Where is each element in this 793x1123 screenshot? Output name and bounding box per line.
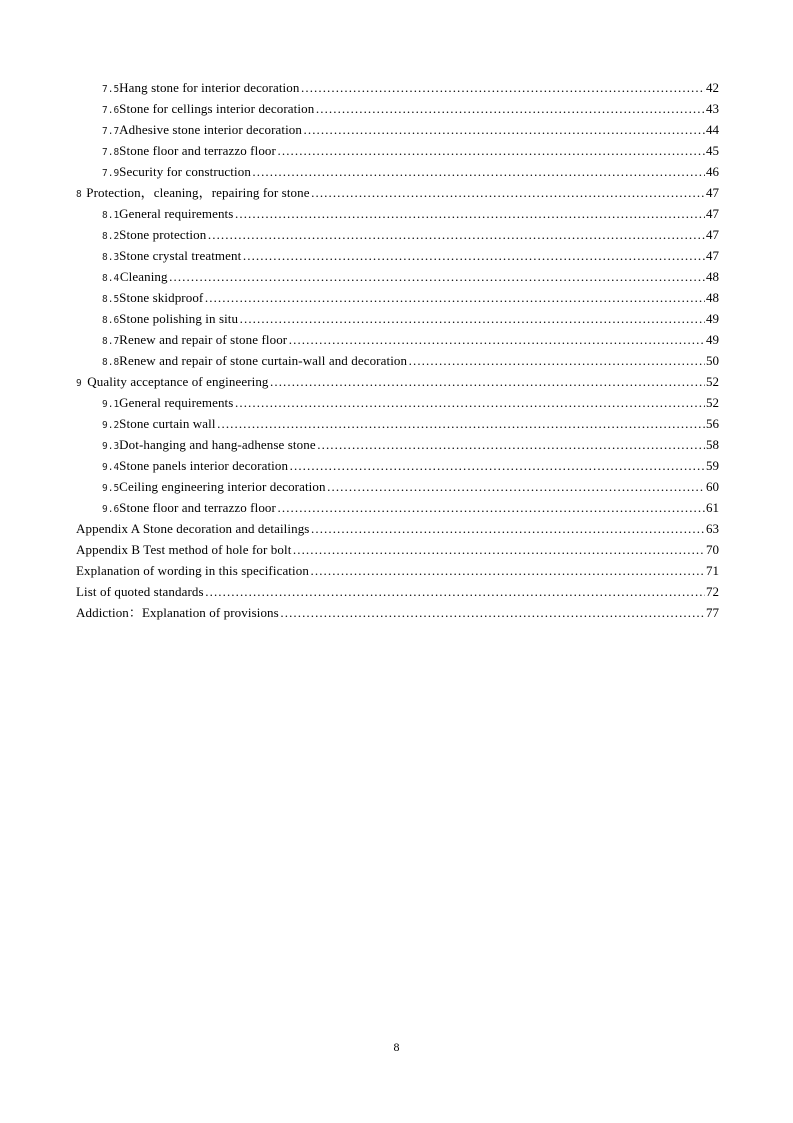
toc-entry-title: Appendix B Test method of hole for bolt	[76, 542, 292, 557]
toc-entry-number: 8.6	[102, 315, 120, 326]
toc-entry[interactable]	[76, 581, 719, 602]
toc-entry-number: 7.9	[102, 168, 120, 179]
table-of-contents	[76, 77, 719, 623]
toc-entry-page: 49	[706, 311, 719, 326]
toc-entry-page: 48	[706, 290, 719, 305]
toc-entry[interactable]	[76, 455, 719, 476]
toc-entry[interactable]	[76, 77, 719, 98]
toc-leader-dots	[252, 161, 705, 182]
toc-entry-page: 47	[706, 248, 719, 263]
toc-leader-dots	[292, 539, 705, 560]
toc-entry-page: 58	[706, 437, 719, 452]
toc-entry-page: 47	[706, 227, 719, 242]
toc-entry[interactable]	[76, 329, 719, 350]
toc-entry-page: 52	[706, 395, 719, 410]
page-number: 8	[393, 1040, 400, 1054]
toc-entry-number: 9.3	[102, 441, 120, 452]
toc-leader-dots	[327, 476, 705, 497]
toc-entry-page: 47	[706, 185, 719, 200]
toc-leader-dots	[270, 371, 705, 392]
toc-entry-title: Cleaning	[119, 269, 168, 284]
toc-entry-number: 8.5	[102, 294, 120, 305]
toc-entry-page: 46	[706, 164, 719, 179]
toc-entry-title: Appendix A Stone decoration and detailings	[76, 521, 310, 536]
toc-leader-dots	[205, 581, 705, 602]
toc-entry-title: Protection，cleaning，repairing for stone	[86, 185, 310, 200]
toc-entry-page: 48	[706, 269, 719, 284]
toc-entry-title: Ceiling engineering interior decoration	[119, 479, 326, 494]
toc-entry-number: 9.6	[102, 504, 120, 515]
toc-entry-title: Stone panels interior decoration	[119, 458, 289, 473]
toc-entry[interactable]	[76, 224, 719, 245]
toc-entry-number: 8.4	[102, 273, 120, 284]
toc-entry-page: 50	[706, 353, 719, 368]
toc-entry-page: 71	[706, 563, 719, 578]
toc-entry-page: 47	[706, 206, 719, 221]
toc-entry[interactable]	[76, 308, 719, 329]
toc-leader-dots	[289, 455, 705, 476]
toc-entry-number: 8.8	[102, 357, 120, 368]
toc-entry-page: 42	[706, 80, 719, 95]
toc-leader-dots	[204, 287, 705, 308]
toc-leader-dots	[408, 350, 705, 371]
toc-entry-title: General requirements	[119, 395, 234, 410]
toc-entry-number: 8.7	[102, 336, 120, 347]
toc-entry-number: 7.8	[102, 147, 120, 158]
toc-entry-number: 8.3	[102, 252, 120, 263]
toc-entry[interactable]	[76, 518, 719, 539]
toc-entry[interactable]	[76, 245, 719, 266]
toc-entry-title: Quality acceptance of engineering	[87, 374, 269, 389]
toc-entry-title: Renew and repair of stone curtain-wall and decoration	[119, 353, 408, 368]
toc-entry-title: Stone floor and terrazzo floor	[119, 500, 276, 515]
toc-entry-number: 9.5	[102, 483, 120, 494]
toc-entry-page: 43	[706, 101, 719, 116]
toc-entry-number: 9	[76, 378, 82, 389]
toc-entry[interactable]	[76, 98, 719, 119]
toc-leader-dots	[310, 560, 705, 581]
toc-entry-title: Stone for cellings interior decoration	[119, 101, 315, 116]
toc-entry-page: 72	[706, 584, 719, 599]
toc-leader-dots	[242, 245, 705, 266]
toc-leader-dots	[310, 518, 705, 539]
toc-entry[interactable]	[76, 182, 719, 203]
toc-entry[interactable]	[76, 140, 719, 161]
toc-entry-title: List of quoted standards	[76, 584, 204, 599]
toc-entry-title: General requirements	[119, 206, 234, 221]
toc-leader-dots	[239, 308, 705, 329]
toc-entry[interactable]	[76, 266, 719, 287]
toc-entry-page: 49	[706, 332, 719, 347]
toc-entry[interactable]	[76, 161, 719, 182]
toc-entry-page: 77	[706, 605, 719, 620]
toc-entry-title: Renew and repair of stone floor	[119, 332, 288, 347]
toc-entry[interactable]	[76, 497, 719, 518]
toc-leader-dots	[317, 434, 705, 455]
toc-leader-dots	[303, 119, 705, 140]
toc-entry-page: 52	[706, 374, 719, 389]
toc-entry-number: 8.2	[102, 231, 120, 242]
toc-entry-page: 44	[706, 122, 719, 137]
toc-entry-title: Dot-hanging and hang-adhense stone	[119, 437, 316, 452]
toc-leader-dots	[277, 497, 705, 518]
toc-entry-title: Stone floor and terrazzo floor	[119, 143, 276, 158]
toc-entry[interactable]	[76, 539, 719, 560]
toc-leader-dots	[277, 140, 705, 161]
toc-leader-dots	[315, 98, 705, 119]
toc-entry[interactable]	[76, 392, 719, 413]
toc-entry-title: Explanation of wording in this specification	[76, 563, 309, 578]
toc-leader-dots	[280, 602, 705, 623]
toc-leader-dots	[300, 77, 705, 98]
toc-entry-page: 63	[706, 521, 719, 536]
toc-leader-dots	[288, 329, 705, 350]
toc-entry-page: 61	[706, 500, 719, 515]
toc-entry-title: Stone protection	[119, 227, 207, 242]
toc-entry-page: 59	[706, 458, 719, 473]
toc-entry-number: 9.4	[102, 462, 120, 473]
toc-entry-title: Stone crystal treatment	[119, 248, 242, 263]
toc-entry[interactable]	[76, 434, 719, 455]
toc-entry-number: 7.5	[102, 84, 120, 95]
toc-entry-title: Addiction：Explanation of provisions	[76, 605, 279, 620]
toc-leader-dots	[311, 182, 705, 203]
toc-leader-dots	[217, 413, 705, 434]
toc-entry-page: 70	[706, 542, 719, 557]
toc-entry-page: 56	[706, 416, 719, 431]
toc-entry[interactable]	[76, 476, 719, 497]
toc-entry-page: 60	[706, 479, 719, 494]
toc-entry-number: 9.2	[102, 420, 120, 431]
toc-entry[interactable]	[76, 602, 719, 623]
toc-leader-dots	[234, 392, 705, 413]
toc-entry-title: Stone polishing in situ	[119, 311, 239, 326]
toc-entry-number: 8	[76, 189, 82, 200]
toc-entry-number: 9.1	[102, 399, 120, 410]
toc-entry[interactable]	[76, 350, 719, 371]
toc-entry-number: 7.7	[102, 126, 120, 137]
toc-entry-title: Stone skidproof	[119, 290, 204, 305]
toc-entry[interactable]	[76, 287, 719, 308]
toc-entry[interactable]	[76, 203, 719, 224]
toc-entry[interactable]	[76, 371, 719, 392]
toc-entry-title: Hang stone for interior decoration	[119, 80, 300, 95]
toc-entry[interactable]	[76, 560, 719, 581]
toc-leader-dots	[169, 266, 705, 287]
toc-entry-title: Adhesive stone interior decoration	[119, 122, 302, 137]
toc-leader-dots	[234, 203, 705, 224]
toc-entry-title: Security for construction	[119, 164, 251, 179]
toc-entry[interactable]	[76, 413, 719, 434]
toc-entry[interactable]	[76, 119, 719, 140]
toc-entry-number: 7.6	[102, 105, 120, 116]
toc-entry-page: 45	[706, 143, 719, 158]
toc-entry-title: Stone curtain wall	[119, 416, 216, 431]
toc-entry-number: 8.1	[102, 210, 120, 221]
toc-leader-dots	[207, 224, 705, 245]
